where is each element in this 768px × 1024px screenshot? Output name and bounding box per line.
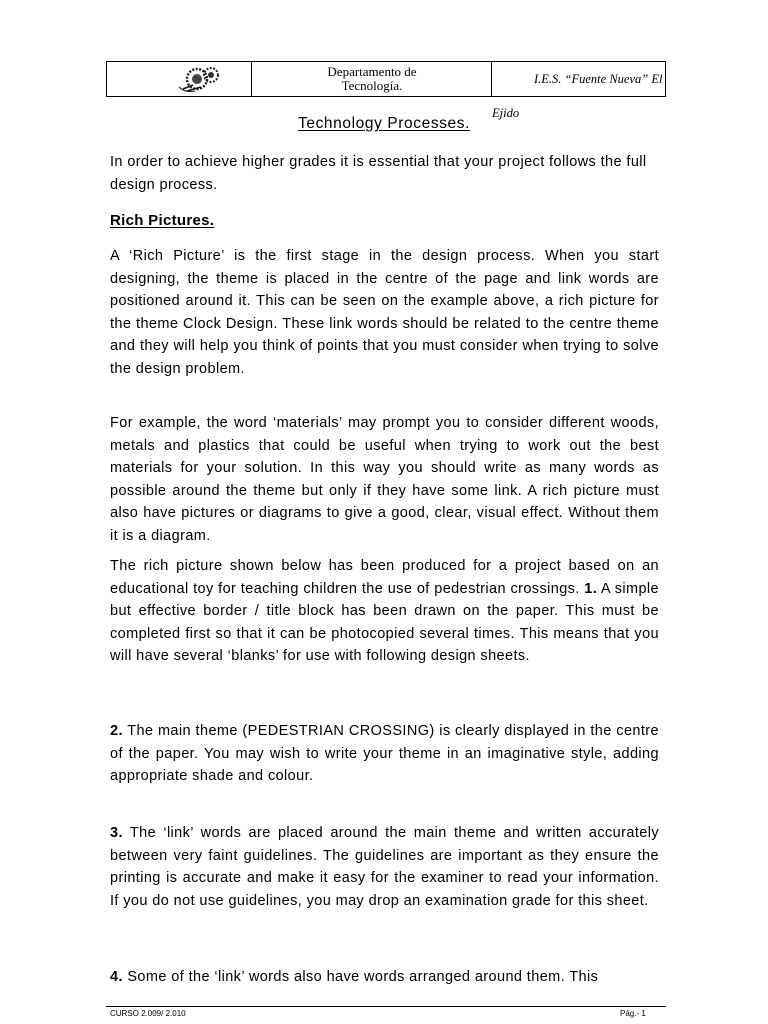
point-4-text: Some of the ‘link’ words also have words arranged around them. This [122, 969, 599, 985]
department-line-2: Tecnología. [341, 78, 403, 93]
logo-cell [107, 62, 252, 96]
point-4-number: 4. [110, 969, 123, 985]
point-1-number: 1. [584, 580, 598, 597]
footer-divider [106, 1006, 666, 1007]
point-2-number: 2. [110, 723, 123, 739]
point-3-number: 3. [110, 825, 123, 841]
intro-paragraph: In order to achieve higher grades it is essential that your project follows the full design process. [110, 154, 647, 193]
paragraph-point-4 [110, 966, 659, 989]
paragraph-point-1-intro: The rich picture shown below has been produced for a project based on an educational toy for teaching children the use of pedestrian crossings. [110, 558, 659, 597]
paragraph-point-2 [110, 720, 659, 788]
point-2-text: The main theme (PEDESTRIAN CROSSING) is clearly displayed in the centre of the paper. You may wish to write your theme in an imaginative style, adding appropriate shade and colour. [110, 723, 659, 785]
school-cell [492, 62, 665, 120]
gear-logo-icon [177, 63, 229, 95]
point-3-text: The ‘link’ words are placed around the main theme and written accurately between very faint guidelines. The guidelines are important as they ensure the printing is accurate and make it easy for the examiner to read your information. If you do not use guidelines, you may drop an examination grade for this sheet. [110, 825, 659, 909]
school-name: I.E.S. “Fuente Nueva” El Ejido [492, 72, 663, 120]
department-line-1: Departamento de [327, 64, 417, 79]
paragraph-rich-picture: A ‘Rich Picture’ is the first stage in the design process. When you start designing, the theme is placed in the centre of the page and link words are positioned around it. This can be seen on the example above, a rich picture for the theme Clock Design. These link words should be related to the centre theme and they will help you think of points that you must consider when trying to solve the design problem. [110, 248, 659, 377]
department-cell [252, 62, 492, 96]
paragraph-point-1 [110, 555, 659, 668]
paragraph-example: For example, the word ‘materials’ may prompt you to consider different woods, metals and plastics that could be useful when trying to work out the best materials for your solution. In this way you should write as many words as possible around the theme but only if they have some link. A rich picture must also have pictures or diagrams to give a good, clear, visual effect. Without them it is a diagram. [110, 415, 659, 544]
page-title: Technology Processes. [298, 115, 470, 132]
header-table [106, 61, 666, 120]
footer-course: CURSO 2.009/ 2.010 [110, 1009, 186, 1018]
paragraph-point-3 [110, 822, 659, 912]
point-1-text: A simple but effective border / title block has been drawn on the paper. This must be completed first so that it can be photocopied several times. This means that you will have several ‘blanks’ for use with following design sheets. [110, 580, 660, 665]
section-heading: Rich Pictures. [110, 212, 215, 229]
footer-page-number: Pág.- 1 [620, 1009, 646, 1018]
